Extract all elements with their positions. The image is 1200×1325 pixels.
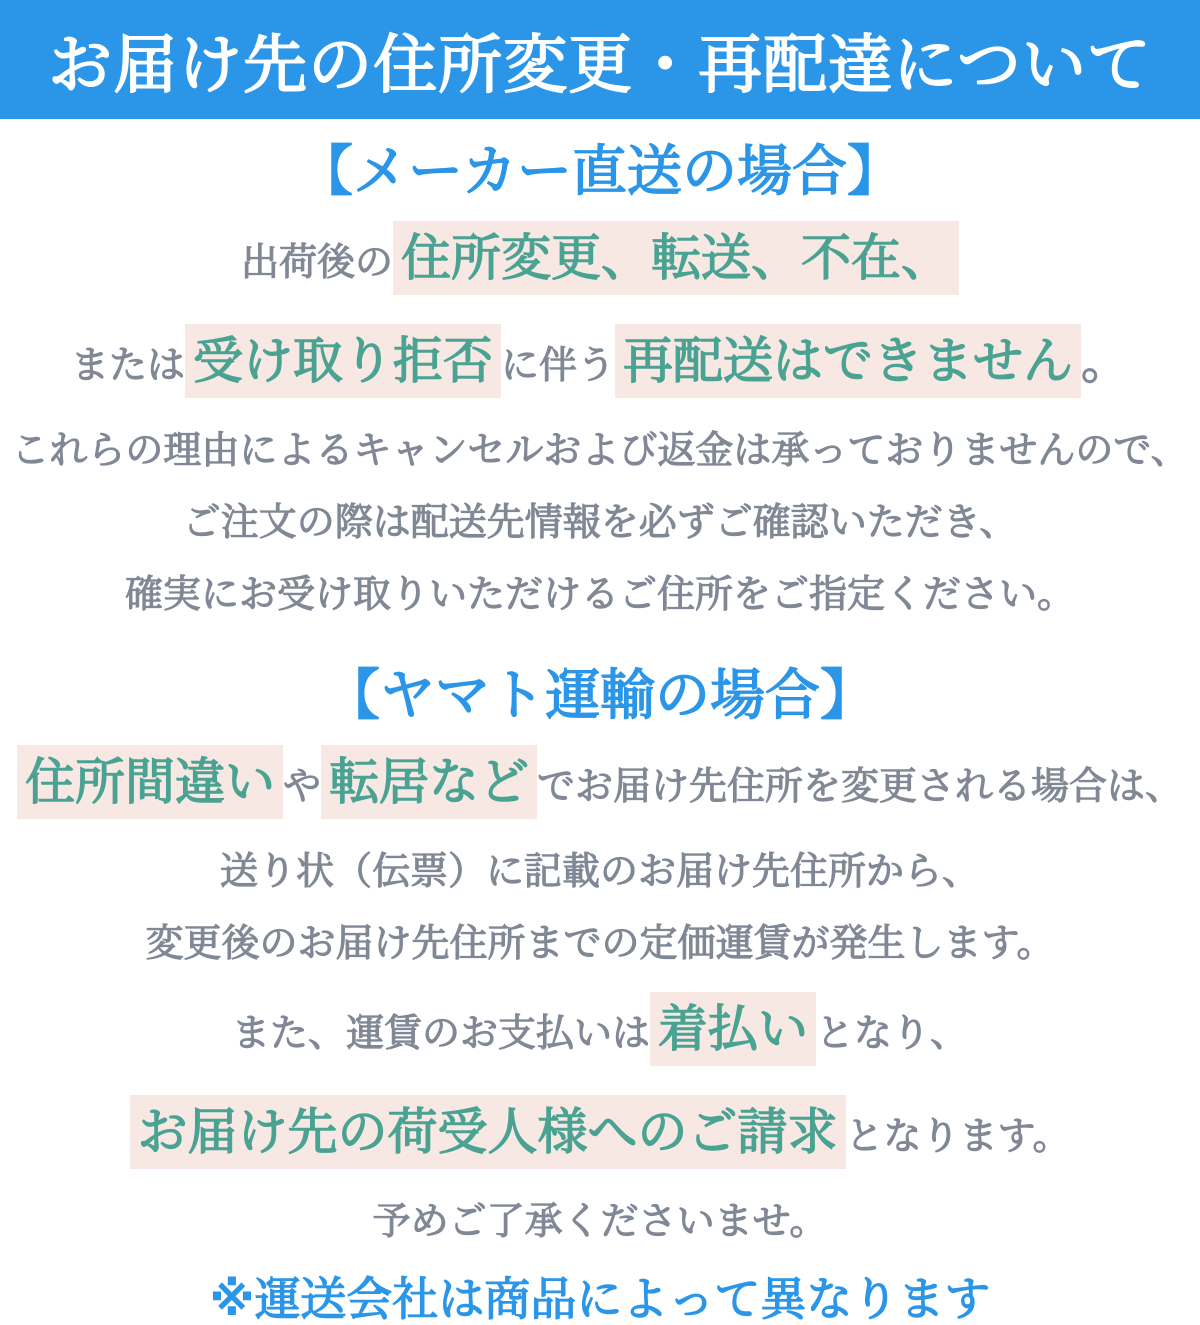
- text-line: [220, 848, 980, 904]
- text-line: [130, 1095, 1071, 1182]
- text-segment: 送り状（伝票）に記載のお届け先住所から、: [219, 851, 980, 893]
- text-line: [183, 499, 1017, 555]
- page-title: お届け先の住所変更・再配達について: [48, 28, 1152, 101]
- text-segment: や: [282, 766, 321, 808]
- text-segment: 予めご了承くださいませ。: [372, 1201, 828, 1243]
- text-line: [241, 221, 959, 308]
- text-segment: または: [70, 345, 185, 387]
- highlighted-text: 受け取り拒否: [185, 324, 501, 398]
- text-segment: 変更後のお届け先住所までの定価運賃が発生します。: [145, 923, 1055, 965]
- highlighted-text: 再配送はできません: [615, 324, 1081, 398]
- text-segment: 確実にお受け取りいただけるご住所をご指定ください。: [124, 574, 1075, 616]
- highlighted-text: 転居など: [321, 745, 537, 819]
- section-heading-yamato: 【ヤマト運輸の場合】: [324, 664, 875, 726]
- notice-content: [0, 119, 1200, 1324]
- highlighted-text: 住所間違い: [17, 745, 283, 819]
- text-segment: これらの理由によるキャンセルおよび返金は承っておりませんので、: [11, 430, 1189, 472]
- text-line: [71, 324, 1129, 411]
- text-line: [17, 745, 1183, 832]
- highlighted-text: 住所変更、転送、不在、: [393, 221, 959, 295]
- text-line: [146, 920, 1055, 976]
- text-segment: でお届け先住所を変更される場合は、: [537, 766, 1184, 808]
- section-heading-maker-direct: 【メーカー直送の場合】: [298, 140, 902, 202]
- carrier-note: ※運送会社は商品によって異なります: [209, 1273, 991, 1325]
- text-segment: 出荷後の: [240, 242, 393, 284]
- text-line: [373, 1198, 828, 1254]
- text-segment: となります。: [845, 1116, 1071, 1158]
- text-segment: に伴う: [500, 345, 615, 387]
- text-segment: となり、: [816, 1013, 969, 1055]
- banner-header: [0, 0, 1200, 119]
- text-segment: 。: [1081, 336, 1130, 389]
- text-line: [125, 571, 1075, 627]
- highlighted-text: お届け先の荷受人様へのご請求: [130, 1095, 846, 1169]
- text-line: [11, 427, 1188, 483]
- highlighted-text: 着払い: [650, 992, 816, 1066]
- text-segment: ご注文の際は配送先情報を必ずご確認いただき、: [182, 502, 1018, 544]
- text-line: [232, 992, 968, 1079]
- text-segment: また、運賃のお支払いは: [231, 1013, 650, 1055]
